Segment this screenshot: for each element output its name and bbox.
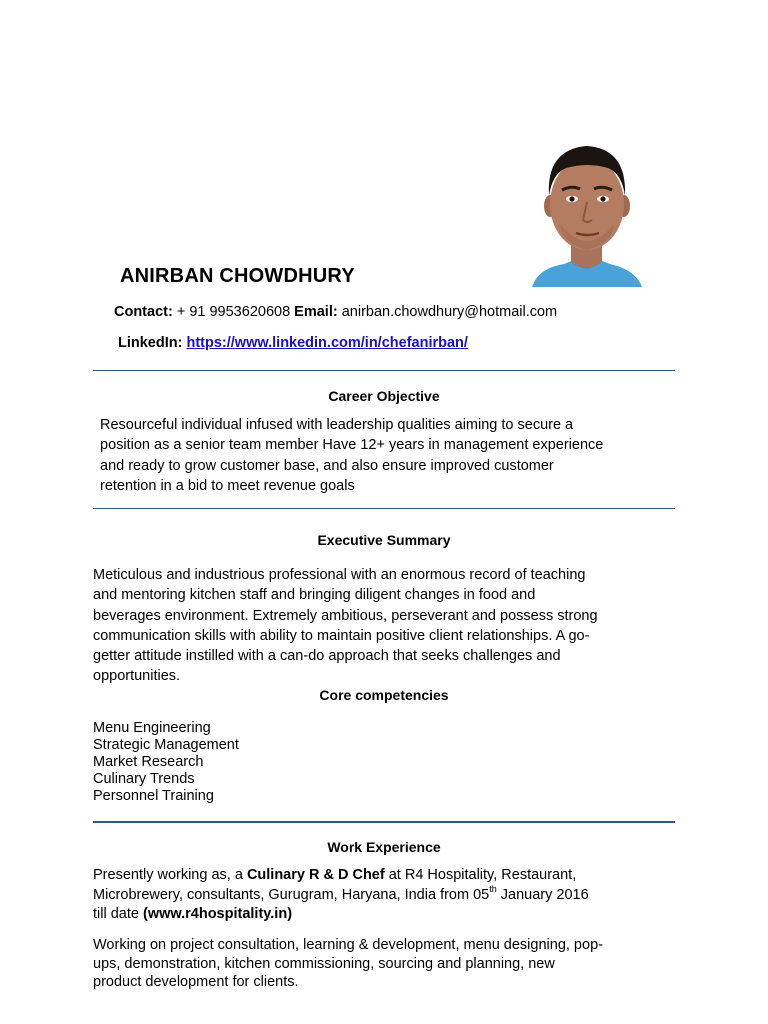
text-line <box>93 905 589 925</box>
candidate-name: ANIRBAN CHOWDHURY <box>120 265 355 287</box>
ordinal-suffix: th <box>489 883 497 894</box>
work-experience-current <box>93 866 589 925</box>
text-span: Presently working as, a <box>93 867 247 883</box>
text-line <box>93 866 589 886</box>
profile-photo <box>524 140 649 287</box>
phone-number: + 91 9953620608 <box>172 304 295 320</box>
section-divider <box>93 508 675 509</box>
text-line: ups, demonstration, kitchen commissioning, sourcing and planning, new <box>93 955 555 972</box>
text-line: Resourceful individual infused with leadership qualities aiming to secure a <box>100 417 574 433</box>
linkedin-link[interactable]: https://www.linkedin.com/in/chefanirban/ <box>186 335 468 351</box>
text-line: opportunities. <box>93 668 181 685</box>
job-title: Culinary R & D Chef <box>246 867 385 883</box>
text-span: Microbrewery, consultants, Gurugram, Haryana, India from 05 <box>93 886 490 903</box>
list-item: Strategic Management <box>93 737 239 753</box>
text-line: retention in a bid to meet revenue goals <box>100 477 355 494</box>
text-line: Meticulous and industrious professional with an enormous record of teaching <box>93 567 586 583</box>
text-line: product development for clients. <box>93 974 299 990</box>
list-item: Personnel Training <box>93 788 214 804</box>
text-line: and ready to grow customer base, and also ensure improved customer <box>100 457 554 474</box>
work-experience-details <box>93 936 603 992</box>
section-divider <box>93 821 675 823</box>
list-item: Menu Engineering <box>93 720 211 736</box>
list-item: Market Research <box>93 754 204 770</box>
text-line: beverages environment. Extremely ambitious, perseverant and possess strong <box>93 607 598 624</box>
email-label: Email: <box>294 304 338 320</box>
competencies-list <box>93 720 239 805</box>
work-experience-heading: Work Experience <box>327 839 441 855</box>
text-line: getter attitude instilled with a can-do approach that seeks challenges and <box>93 648 561 665</box>
career-objective-text <box>100 415 603 496</box>
text-line: Working on project consultation, learning & development, menu designing, pop- <box>93 937 603 953</box>
executive-summary-heading: Executive Summary <box>317 532 451 548</box>
linkedin-label: LinkedIn: <box>118 335 183 351</box>
linkedin-line <box>118 335 468 351</box>
core-competencies-heading: Core competencies <box>319 687 449 703</box>
text-line <box>93 883 589 906</box>
text-line: and mentoring kitchen staff and bringing diligent changes in food and <box>93 587 536 604</box>
executive-summary-text <box>93 565 598 687</box>
text-line: position as a senior team member Have 12+ years in management experience <box>100 437 604 454</box>
list-item: Culinary Trends <box>93 771 195 787</box>
section-divider <box>93 370 675 371</box>
contact-label: Contact: <box>114 304 173 320</box>
email-address: anirban.chowdhury@hotmail.com <box>337 304 558 320</box>
career-objective-heading: Career Objective <box>328 388 440 404</box>
contact-line <box>114 304 557 320</box>
company-website: (www.r4hospitality.in) <box>142 906 293 922</box>
text-span: at R4 Hospitality, Restaurant, <box>384 867 577 883</box>
text-line: communication skills with ability to maintain positive client relationships. A go- <box>93 627 590 644</box>
text-span: till date <box>93 906 143 922</box>
text-span: January 2016 <box>496 886 589 903</box>
